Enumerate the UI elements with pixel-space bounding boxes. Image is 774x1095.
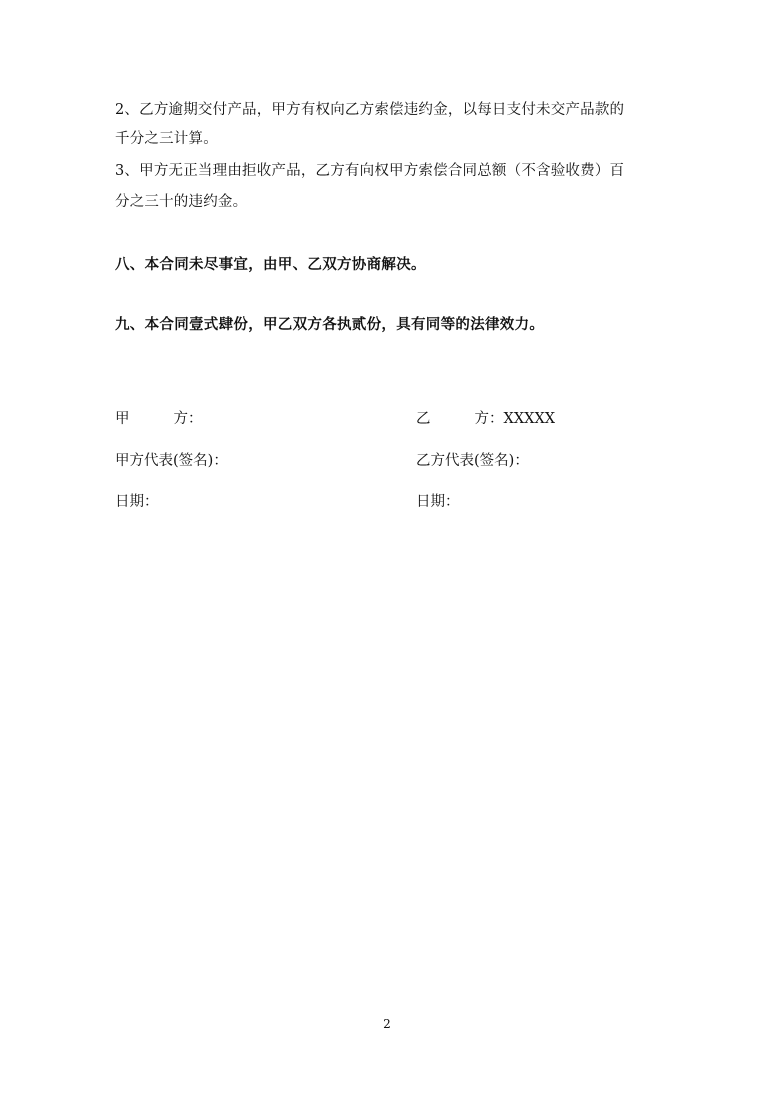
article-eight: 八、本合同未尽事宜，由甲、乙双方协商解决。 — [115, 257, 426, 273]
party-a-representative-label: 甲方代表(签名)： — [115, 453, 228, 469]
party-a-label-char2: 方： — [173, 411, 203, 427]
party-a-label — [115, 409, 203, 429]
party-a-date-label: 日期： — [115, 494, 159, 510]
clause-3-line-1: 3、甲方无正当理由拒收产品，乙方有向权甲方索偿合同总额（不含验收费）百 — [115, 163, 625, 179]
party-a-label-char1: 甲 — [115, 411, 130, 427]
party-b-label — [416, 409, 555, 429]
party-b-value: XXXXX — [503, 411, 556, 427]
party-b-label-char2: 方： — [474, 411, 504, 427]
party-b-date-label: 日期： — [416, 494, 460, 510]
clause-2-line-1: 2、乙方逾期交付产品，甲方有权向乙方索偿违约金，以每日支付未交产品款的 — [115, 102, 625, 118]
article-nine: 九、本合同壹式肆份，甲乙双方各执贰份，具有同等的法律效力。 — [115, 317, 545, 333]
party-b-label-char1: 乙 — [416, 411, 431, 427]
clause-3-line-2: 分之三十的违约金。 — [115, 194, 248, 210]
page-number: 2 — [383, 1017, 391, 1031]
clause-2-line-2: 千分之三计算。 — [115, 131, 218, 147]
party-b-representative-label: 乙方代表(签名)： — [416, 453, 529, 469]
